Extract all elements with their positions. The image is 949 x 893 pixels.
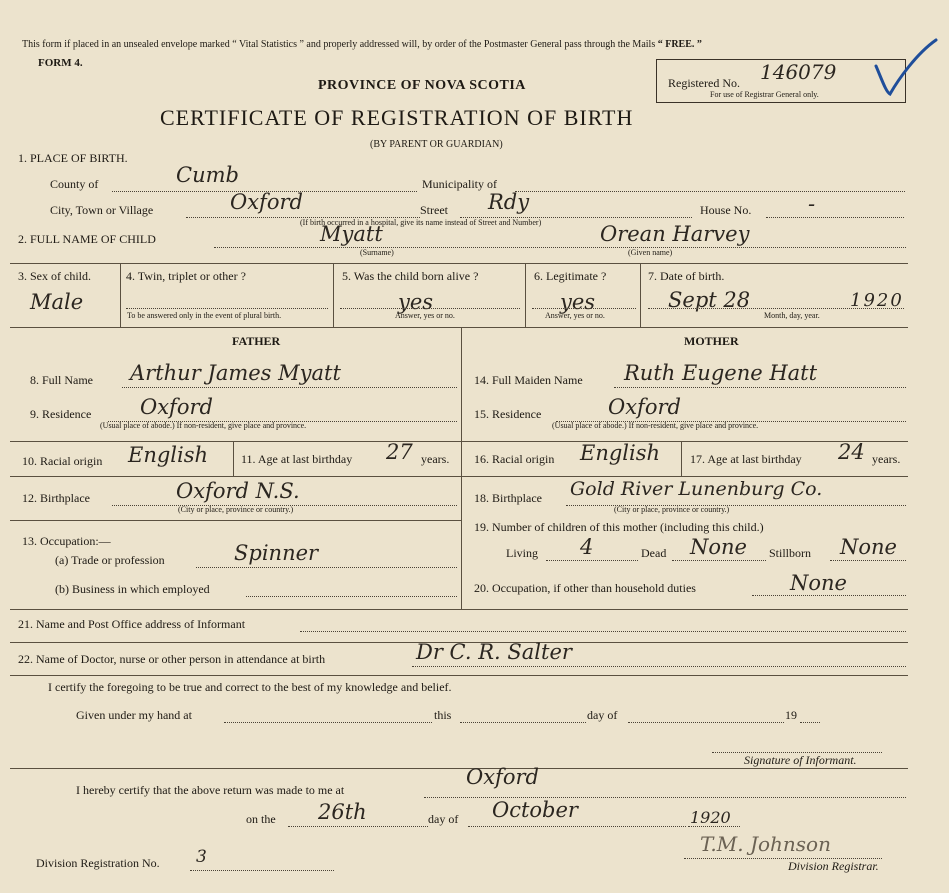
father-birthplace-label: 12. Birthplace: [22, 491, 90, 505]
mother-birthplace-note: (City or place, province or country.): [614, 505, 730, 514]
mother-racial-label: 16. Racial origin: [474, 452, 555, 466]
registrar-signature: T.M. Johnson: [700, 832, 831, 856]
child-name-label: 2. FULL NAME OF CHILD: [18, 232, 156, 246]
page-subtitle: (BY PARENT OR GUARDIAN): [370, 139, 503, 150]
given-name-note: (Given name): [628, 248, 673, 257]
postal-notice-text: This form if placed in an unsealed envelope marked “ Vital Statistics ” and properly addressed will, by order of the Postmaster General pass through the Mails: [22, 39, 656, 50]
business-label: (b) Business in which employed: [55, 582, 210, 596]
informant-signature-label: Signature of Informant.: [744, 753, 857, 767]
mother-birthplace-value: Gold River Lunenburg Co.: [570, 478, 823, 500]
child-surname: Myatt: [320, 222, 383, 246]
dead-value: None: [690, 535, 747, 559]
mother-age-value: 24: [838, 440, 865, 464]
father-racial-value: English: [128, 443, 209, 467]
father-birthplace-value: Oxford N.S.: [176, 479, 300, 503]
given-under-label: Given under my hand at: [76, 708, 192, 722]
informant-label: 21. Name and Post Office address of Informant: [18, 617, 246, 631]
registrar-on-label: on the: [246, 812, 276, 826]
twin-note: To be answered only in the event of plural birth.: [127, 311, 282, 320]
mother-residence-note: (Usual place of abode.) If non-resident, give place and province.: [552, 421, 759, 430]
registrar-month-value: October: [492, 798, 578, 822]
mother-heading: MOTHER: [684, 334, 739, 348]
mother-birthplace-label: 18. Birthplace: [474, 491, 542, 505]
living-label: Living: [506, 546, 538, 560]
mother-racial-value: English: [580, 441, 661, 465]
registered-label: Registered No.: [668, 76, 740, 90]
mother-name-value: Ruth Eugene Hatt: [624, 361, 818, 385]
alive-label: 5. Was the child born alive ?: [342, 269, 479, 283]
birth-date-label: 7. Date of birth.: [648, 269, 725, 283]
registrar-certify-text: I hereby certify that the above return was made to me at: [76, 783, 345, 797]
mother-residence-label: 15. Residence: [474, 407, 542, 421]
trade-value: Spinner: [234, 541, 319, 565]
city-value: Oxford: [230, 190, 303, 214]
trade-label: (a) Trade or profession: [55, 553, 165, 567]
father-age-label: 11. Age at last birthday: [241, 452, 353, 466]
occupation-label: 13. Occupation:—: [22, 534, 111, 548]
father-name-value: Arthur James Myatt: [130, 361, 341, 385]
division-value: 3: [196, 847, 207, 867]
hospital-note: (If birth occurred in a hospital, give its name instead of Street and Number): [300, 218, 542, 227]
mother-age-years: years.: [872, 452, 901, 466]
street-label: Street: [420, 203, 448, 217]
doctor-label: 22. Name of Doctor, nurse or other person in attendance at birth: [18, 652, 326, 666]
father-name-label: 8. Full Name: [30, 373, 93, 387]
street-value: Rdy: [488, 190, 530, 214]
dead-label: Dead: [641, 546, 667, 560]
father-heading: FATHER: [232, 334, 281, 348]
birth-year-value: 1920: [850, 290, 904, 311]
surname-note: (Surname): [360, 248, 394, 257]
legitimate-label: 6. Legitimate ?: [534, 269, 607, 283]
registered-number: 146079: [760, 60, 837, 84]
mother-residence-value: Oxford: [608, 395, 681, 419]
sex-label: 3. Sex of child.: [18, 269, 91, 283]
child-given-name: Orean Harvey: [600, 222, 750, 246]
birth-date-note: Month, day, year.: [764, 311, 820, 320]
blue-check-mark-icon: [868, 36, 940, 100]
registrar-day-value: 26th: [318, 800, 367, 824]
alive-value: yes: [398, 290, 434, 314]
mother-name-label: 14. Full Maiden Name: [474, 373, 583, 387]
informant-this-label: this: [434, 708, 452, 722]
county-label: County of: [50, 177, 99, 191]
stillborn-label: Stillborn: [769, 546, 812, 560]
informant-certify-text: I certify the foregoing to be true and correct to the best of my knowledge and belief.: [48, 680, 452, 694]
father-age-years: years.: [421, 452, 450, 466]
father-residence-note: (Usual place of abode.) If non-resident, give place and province.: [100, 421, 307, 430]
father-residence-value: Oxford: [140, 395, 213, 419]
registrar-place-value: Oxford: [466, 765, 539, 789]
informant-year-prefix: 19: [785, 708, 797, 722]
registrar-year-value: 1920: [690, 808, 731, 827]
division-label: Division Registration No.: [36, 856, 160, 870]
sex-value: Male: [30, 290, 84, 314]
father-residence-label: 9. Residence: [30, 407, 92, 421]
postal-notice: [22, 39, 702, 50]
province-heading: PROVINCE OF NOVA SCOTIA: [318, 78, 526, 93]
mother-occupation-value: None: [790, 571, 847, 595]
twin-label: 4. Twin, triplet or other ?: [126, 269, 246, 283]
form-number: FORM 4.: [38, 57, 83, 69]
mother-age-label: 17. Age at last birthday: [690, 452, 802, 466]
county-value: Cumb: [176, 163, 239, 187]
city-label: City, Town or Village: [50, 203, 154, 217]
house-label: House No.: [700, 203, 752, 217]
legitimate-value: yes: [560, 290, 596, 314]
father-racial-label: 10. Racial origin: [22, 454, 103, 468]
house-value: -: [808, 192, 816, 216]
municipality-label: Municipality of: [422, 177, 497, 191]
mother-occupation-label: 20. Occupation, if other than household duties: [474, 581, 696, 595]
legitimate-note: Answer, yes or no.: [545, 311, 605, 320]
doctor-value: Dr C. R. Salter: [416, 640, 572, 664]
children-label: 19. Number of children of this mother (including this child.): [474, 520, 764, 534]
father-age-value: 27: [386, 440, 413, 464]
registrar-note: For use of Registrar General only.: [710, 90, 819, 99]
alive-note: Answer, yes or no.: [395, 311, 455, 320]
division-registrar-label: Division Registrar.: [788, 859, 879, 873]
father-birthplace-note: (City or place, province or country.): [178, 505, 294, 514]
place-section-label: 1. PLACE OF BIRTH.: [18, 151, 128, 165]
birth-date-value: Sept 28: [668, 288, 751, 312]
stillborn-value: None: [840, 535, 897, 559]
page-title: CERTIFICATE OF REGISTRATION OF BIRTH: [160, 105, 634, 130]
living-value: 4: [580, 535, 594, 559]
registrar-dayof-label: day of: [428, 812, 459, 826]
informant-dayof-label: day of: [587, 708, 618, 722]
postal-notice-free: “ FREE. ”: [657, 39, 702, 50]
